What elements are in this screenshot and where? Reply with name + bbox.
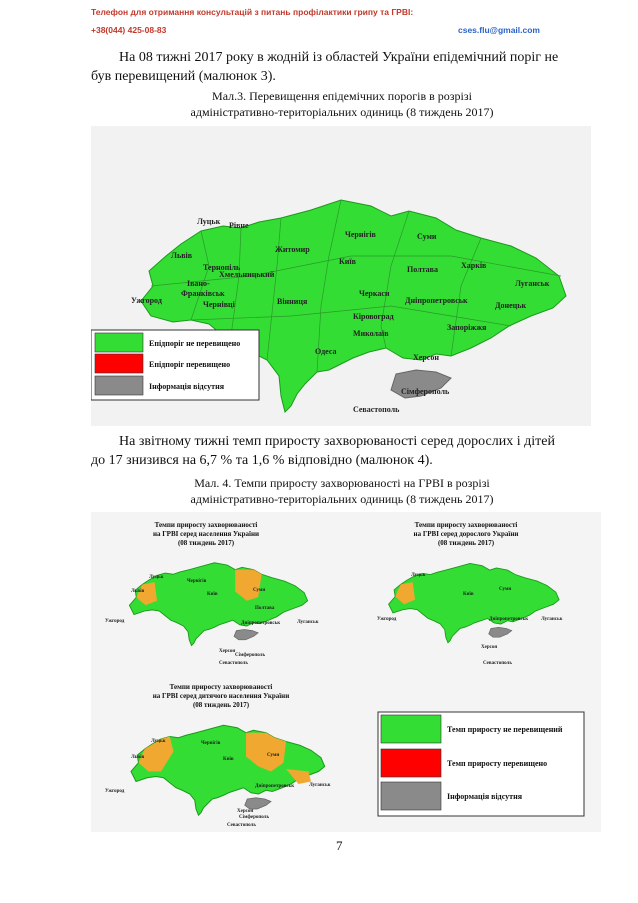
map-child-city-chernihiv: Чернігів [201, 741, 221, 746]
figure-4-caption-line-2: адміністративно-територіальних одиниць (8 тиждень 2017) [190, 492, 494, 506]
map-child-city-lviv: Львів [131, 755, 145, 760]
map-child-city-simferopol: Сімферополь [239, 815, 270, 820]
figure-3-legend [91, 330, 259, 400]
map-child-title-2: на ГРВІ серед дитячого населення України [152, 692, 290, 700]
map-adult-city-kyiv: Київ [463, 592, 474, 597]
map-adult-city-lutsk: Луцьк [411, 573, 426, 578]
map-all-city-simferopol: Сімферополь [235, 653, 266, 658]
figure-4-caption-line-1: Мал. 4. Темпи приросту захворюваності на ГРВІ в розрізі [194, 476, 490, 490]
city-ternopil: Тернопіль [203, 263, 241, 272]
paragraph-2-line-1: На звітному тижні темп приросту захворюваності серед дорослих і дітей [119, 434, 555, 449]
figure-3-caption-line-2: адміністративно-територіальних одиниць (8 тиждень 2017) [190, 105, 494, 119]
map-all-city-sevastopol: Севастополь [219, 661, 248, 666]
city-sevastopol: Севастополь [353, 405, 400, 414]
map-all-title-2: на ГРВІ серед населення України [152, 530, 260, 538]
city-vinnytsia: Вінниця [277, 297, 308, 306]
figure-3-caption-line-1: Мал.3. Перевищення епідемічних порогів в розрізі [212, 89, 472, 103]
city-kyiv: Київ [339, 257, 356, 266]
map-all-title-1: Темпи приросту захворюваності [154, 521, 258, 529]
map-adult-city-dnipro: Дніпропетровськ [489, 617, 529, 622]
map-child-city-uzhhorod: Ужгород [105, 789, 125, 794]
city-chernihiv: Чернігів [345, 230, 376, 239]
map-all-city-sumy: Суми [253, 588, 266, 593]
map-all-city-lutsk: Луцьк [149, 575, 164, 580]
city-simferopol: Сімферополь [401, 387, 450, 396]
header-email[interactable]: cses.flu@gmail.com [458, 25, 540, 35]
map-all-city-dnipro: Дніпропетровськ [241, 621, 281, 626]
city-kherson: Херсон [413, 353, 439, 362]
legend4-no-info: Інформація відсутня [447, 792, 523, 801]
city-lviv: Львів [171, 251, 193, 260]
figure-4-maps [91, 512, 601, 832]
map-all-city-poltava: Полтава [255, 606, 275, 611]
map-adult-title-1: Темпи приросту захворюваності [414, 521, 518, 529]
city-ivano-frankivsk-2: Франківськ [181, 289, 225, 298]
map-all-city-chernihiv: Чернігів [187, 579, 207, 584]
city-kharkiv: Харків [461, 261, 487, 270]
figure-4-legend [378, 712, 584, 816]
map-adult-title-2: на ГРВІ серед дорослого України [413, 530, 519, 538]
map-all-city-luhansk: Луганськ [297, 620, 319, 625]
map-child-city-kyiv: Київ [223, 757, 234, 762]
legend4-not-exceeded: Темп приросту не перевищений [447, 725, 563, 734]
map-all-population [105, 521, 319, 666]
city-lutsk: Луцьк [197, 217, 221, 226]
page-number: 7 [336, 838, 343, 853]
city-rivne: Рівне [229, 221, 249, 230]
city-ivano-frankivsk-1: Івано- [187, 279, 210, 288]
legend4-exceeded: Темп приросту перевищено [447, 759, 548, 768]
map-all-city-kherson: Херсон [219, 649, 236, 654]
city-odesa: Одеса [315, 347, 337, 356]
map-adult-city-sumy: Суми [499, 587, 512, 592]
city-luhansk: Луганськ [515, 279, 550, 288]
map-adult-population [377, 521, 563, 666]
legend-no-info: Інформація відсутня [149, 382, 225, 391]
city-cherkasy: Черкаси [359, 289, 390, 298]
paragraph-1 [91, 48, 593, 67]
city-mykolaiv: Миколаїв [353, 329, 389, 338]
map-child-title-3: (08 тиждень 2017) [192, 701, 250, 709]
header-phone: +38(044) 425-08-83 [91, 25, 167, 35]
map-adult-city-sevastopol: Севастополь [483, 661, 512, 666]
city-zhytomyr: Житомир [275, 245, 310, 254]
legend-exceeded: Епідпоріг перевищено [149, 360, 231, 369]
city-chernivtsi: Чернівці [203, 300, 235, 309]
map-all-city-lviv: Львів [131, 589, 145, 594]
map-adult-city-luhansk: Луганськ [541, 617, 563, 622]
city-khmelnytskyi: Хмельницький [219, 270, 275, 279]
map-child-city-kherson: Херсон [237, 809, 254, 814]
paragraph-1-line-2: був перевищений (малюнок 3). [91, 69, 276, 84]
map-adult-title-3: (08 тиждень 2017) [437, 539, 495, 547]
legend-not-exceeded: Епідпоріг не перевищено [149, 339, 241, 348]
paragraph-2-line-2: до 17 знизився на 6,7 % та 1,6 % відповідно (малюнок 4). [91, 453, 433, 468]
map-child-city-dnipro: Дніпропетровськ [255, 784, 295, 789]
map-child-city-luhansk: Луганськ [309, 783, 331, 788]
map-child-city-sevastopol: Севастополь [227, 823, 256, 828]
map-all-city-kyiv: Київ [207, 592, 218, 597]
city-sumy: Суми [417, 232, 437, 241]
map-child-city-lutsk: Луцьк [151, 739, 166, 744]
figure-3-map [91, 126, 591, 426]
paragraph-1-line-1: На 08 тижні 2017 року в жодній із областей України епідемічний поріг не [119, 50, 559, 65]
map-child-population [105, 683, 331, 828]
header-consult-text: Телефон для отримання консультацій з питань профілактики грипу та ГРВІ: [91, 7, 414, 17]
city-uzhhorod: Ужгород [131, 296, 162, 305]
map-adult-city-kherson: Херсон [481, 645, 498, 650]
city-kropyvnytskyi: Кіровоград [353, 312, 394, 321]
map-child-title-1: Темпи приросту захворюваності [169, 683, 273, 691]
map-all-city-uzhhorod: Ужгород [105, 619, 125, 624]
map-all-title-3: (08 тиждень 2017) [177, 539, 235, 547]
map-adult-city-uzhhorod: Ужгород [377, 617, 397, 622]
city-zaporizhzhia: Запоріжжя [447, 323, 487, 332]
map-child-city-sumy: Суми [267, 753, 280, 758]
city-donetsk: Донецьк [495, 301, 527, 310]
paragraph-2 [91, 432, 593, 451]
city-poltava: Полтава [407, 265, 438, 274]
city-dnipro: Дніпропетровськ [405, 296, 468, 305]
